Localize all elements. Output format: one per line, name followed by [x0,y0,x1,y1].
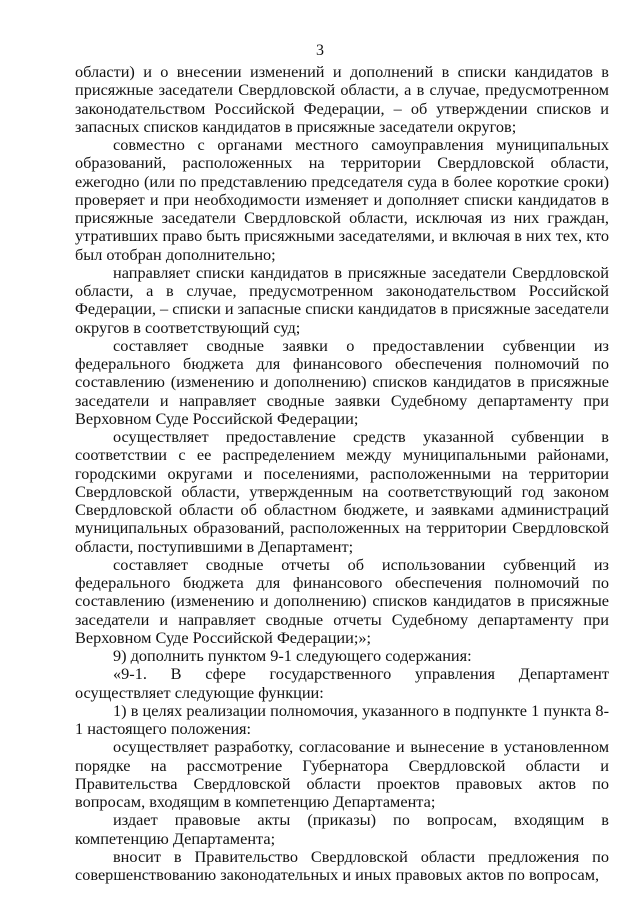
document-body [75,63,609,884]
paragraph-3: направляет списки кандидатов в присяжные заседатели Свердловской области, а в случае, предусмотренном законодательством Российской Федерации, – списки и запасные списки кандидатов в присяжные заседатели округов в соответствующий суд; [75,262,609,337]
paragraph-12: вносит в Правительство Свердловской области предложения по совершенствованию законодательных и иных правовых актов по вопросам, [75,846,609,884]
paragraph-9: 1) в целях реализации полномочия, указанного в подпункте 1 пункта 8-1 настоящего положения: [75,700,609,738]
paragraph-6: составляет сводные отчеты об использовании субвенций из федерального бюджета для финансового обеспечения полномочий по составлению (изменению и дополнению) списков кандидатов в присяжные заседатели и направляет сводные отчеты Судебному департаменту при Верховном Суде Российской Федерации;»; [75,554,609,647]
paragraph-4: составляет сводные заявки о предоставлении субвенции из федерального бюджета для финансового обеспечения полномочий по составлению (изменению и дополнению) списков кандидатов в присяжные заседатели и направляет сводные заявки Судебному департаменту при Верховном Суде Российской Федерации; [75,335,609,428]
paragraph-7: 9) дополнить пунктом 9-1 следующего содержания: [113,646,472,665]
paragraph-2: совместно с органами местного самоуправления муниципальных образований, расположенных на территории Свердловской области, ежегодно (или по представлению председателя суда в более короткие сроки) проверяет и при необходимости изменяет и дополняет списки кандидатов в присяжные заседатели Свердловской области, исключая из них граждан, утративших право быть присяжными заседателями, и включая в них тех, кто был отобран дополнительно; [75,135,609,264]
paragraph-10: осуществляет разработку, согласование и вынесение в установленном порядке на рассмотрение Губернатора Свердловской области и Правительства Свердловской области проектов правовых актов по вопросам, входящим в компетенцию Департамента; [75,737,609,811]
paragraph-1: области) и о внесении изменений и дополнений в списки кандидатов в присяжные заседатели Свердловской области, а в случае, предусмотренном законодательством Российской Федерации, – об утверждении списков и запасных списков кандидатов в присяжные заседатели округов; [75,62,609,136]
paragraph-11: издает правовые акты (приказы) по вопросам, входящим в компетенцию Департамента; [75,810,609,848]
paragraph-5: осуществляет предоставление средств указанной субвенции в соответствии с ее распределением между муниципальными районами, городскими округами и поселениями, расположенными на территории Свердловской области, утвержденным на соответствующий год законом Свердловской области об областном бюджете, и заявками администраций муниципальных образований, расположенных на территории Свердловской области, поступившими в Департамент; [75,427,609,556]
paragraph-8: «9-1. В сфере государственного управления Департамент осуществляет следующие функции: [75,664,609,702]
page-number: 3 [316,42,324,59]
